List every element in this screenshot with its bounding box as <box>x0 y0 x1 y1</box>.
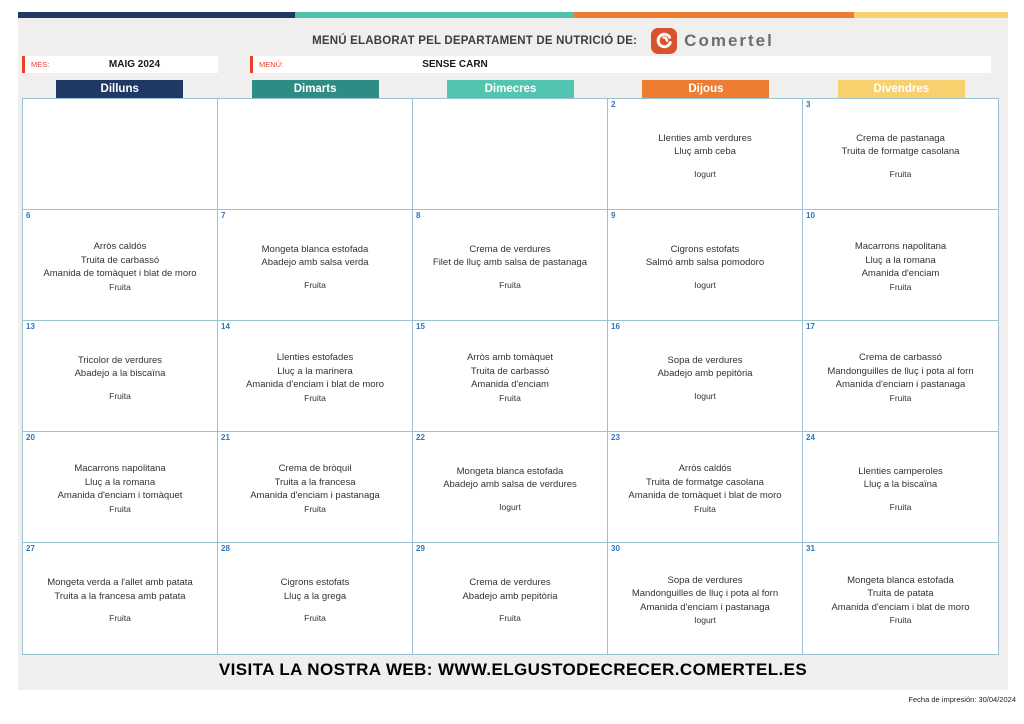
weekday-header-dilluns: Dilluns <box>56 80 183 98</box>
menu-dessert: Iogurt <box>694 168 716 179</box>
menu-dishes <box>58 462 183 503</box>
day-number: 7 <box>221 211 226 220</box>
menu-dish-line: Arròs amb tomàquet <box>466 352 554 364</box>
menu-dessert: Fruita <box>109 613 131 623</box>
menu-dish-line: Abadejo amb pepitòria <box>657 368 753 379</box>
day-number: 16 <box>611 322 620 331</box>
weekday-header-divendres: Divendres <box>838 80 965 98</box>
menu-dessert: Fruita <box>889 392 912 403</box>
menu-dish-line: Abadejo a la biscaïna <box>74 368 166 379</box>
menu-dish-line: Mongeta blanca estofada <box>847 574 954 586</box>
menu-dessert: Fruita <box>889 281 912 292</box>
menu-dish-line: Sopa de verdures <box>667 354 743 366</box>
day-number: 15 <box>416 322 425 331</box>
menu-dishes <box>658 132 751 159</box>
menu-dessert: Fruita <box>889 168 912 179</box>
weekday-column <box>413 80 608 98</box>
day-number: 3 <box>806 100 811 109</box>
day-number: 22 <box>416 433 425 442</box>
menu-dish-line: Cigrons estofats <box>670 243 740 255</box>
calendar-day-cell <box>608 210 803 321</box>
weekday-header-dijous: Dijous <box>642 80 769 98</box>
menu-dishes <box>858 465 943 492</box>
menu-dessert: Fruita <box>499 613 521 623</box>
menu-dessert: Fruita <box>109 281 131 292</box>
menu-dish-line: Abadejo amb salsa de verdures <box>443 479 577 490</box>
footer-band <box>18 660 1008 680</box>
calendar-day-cell <box>218 432 413 543</box>
menu-dish-line: Amanida de tomàquet i blat de moro <box>43 268 197 280</box>
calendar-day-cell <box>23 210 218 321</box>
menu-dish-line: Amanida de tomàquet i blat de moro <box>628 490 782 502</box>
menu-dishes <box>646 243 764 270</box>
calendar-day-cell <box>803 321 998 432</box>
menu-dish-line: Amanida d'enciam i blat de moro <box>245 379 385 391</box>
menu-dish-line: Tricolor de verdures <box>77 354 163 366</box>
day-number: 21 <box>221 433 230 442</box>
calendar-day-cell <box>803 543 998 654</box>
menu-dish-line: Lluç a la romana <box>865 254 936 266</box>
calendar-grid <box>22 98 999 655</box>
menu-dessert: Fruita <box>304 392 326 403</box>
menu-dish-line: Amanida d'enciam i tomàquet <box>57 490 183 502</box>
menu-dish-line: Truita a la francesa amb patata <box>54 590 186 602</box>
menu-dish-line: Abadejo amb pepitòria <box>462 590 558 602</box>
menu-dishes <box>43 240 196 281</box>
menu-dishes <box>462 576 557 603</box>
calendar-day-cell <box>23 543 218 654</box>
calendar-day-cell <box>608 99 803 210</box>
menu-dish-line: Crema de carbassó <box>859 352 942 364</box>
menu-dish-line: Llenties camperoles <box>858 465 943 477</box>
month-field <box>22 56 218 73</box>
calendar-day-cell <box>413 321 608 432</box>
calendar-day-cell <box>413 99 608 210</box>
calendar-day-cell <box>23 321 218 432</box>
day-number: 10 <box>806 211 815 220</box>
day-number: 24 <box>806 433 815 442</box>
menu-field-label: MENÚ: <box>259 60 284 69</box>
menu-dishes <box>246 351 384 392</box>
menu-dessert: Fruita <box>304 279 326 290</box>
footer-web-text: VISITA LA NOSTRA WEB: WWW.ELGUSTODECRECER.COMERTEL.ES <box>218 660 808 679</box>
menu-dish-line: Amanida d'enciam <box>861 268 940 280</box>
topbar-segment <box>18 12 295 18</box>
weekday-column <box>608 80 803 98</box>
menu-dessert: Iogurt <box>694 279 716 290</box>
top-color-bar <box>18 12 1008 18</box>
day-number: 6 <box>26 211 31 220</box>
menu-type-field <box>250 56 991 73</box>
menu-dishes <box>628 462 781 503</box>
day-number: 30 <box>611 544 620 553</box>
menu-dish-line: Mongeta verda a l'allet amb patata <box>47 577 193 588</box>
calendar-day-cell <box>803 432 998 543</box>
menu-dessert: Iogurt <box>694 390 716 401</box>
print-date: Fecha de impresión: 30/04/2024 <box>908 695 1016 704</box>
weekday-header-dimecres: Dimecres <box>447 80 574 98</box>
day-number: 28 <box>221 544 230 553</box>
menu-dish-line: Abadejo amb salsa verda <box>261 257 369 268</box>
page-title: MENÚ ELABORAT PEL DEPARTAMENT DE NUTRICIÓ DE: <box>312 35 638 47</box>
calendar-day-cell <box>23 432 218 543</box>
menu-dish-line: Crema de pastanaga <box>856 132 945 144</box>
menu-dishes <box>75 354 166 381</box>
calendar-day-cell <box>803 99 998 210</box>
day-number: 23 <box>611 433 620 442</box>
menu-dish-line: Lluç amb ceba <box>674 146 736 157</box>
document-header <box>18 26 1008 56</box>
menu-dishes <box>831 574 969 615</box>
calendar-day-cell <box>218 543 413 654</box>
day-number: 27 <box>26 544 35 553</box>
menu-dish-line: Salmó amb salsa pomodoro <box>645 257 765 268</box>
menu-dish-line: Llenties amb verdures <box>658 132 752 144</box>
day-number: 2 <box>611 100 616 109</box>
menu-dish-line: Amanida d'enciam i blat de moro <box>831 601 970 613</box>
weekday-header-row <box>22 80 999 98</box>
menu-dish-line: Truita a la francesa <box>274 476 356 488</box>
day-number: 8 <box>416 211 421 220</box>
menu-dish-line: Truita de carbassó <box>470 365 550 377</box>
menu-dish-line: Mongeta blanca estofada <box>456 465 564 477</box>
calendar-day-cell <box>608 543 803 654</box>
menu-dishes <box>281 576 350 603</box>
calendar-day-cell <box>803 210 998 321</box>
menu-dish-line: Macarrons napolitana <box>854 241 947 253</box>
day-number: 9 <box>611 211 616 220</box>
menu-dessert: Fruita <box>889 501 912 512</box>
weekday-column <box>22 80 217 98</box>
menu-dishes <box>443 465 577 492</box>
weekday-column <box>217 80 412 98</box>
menu-dishes <box>855 240 946 281</box>
menu-dish-line: Lluç a la romana <box>84 476 156 488</box>
menu-dessert: Fruita <box>304 503 326 514</box>
topbar-segment <box>295 12 574 18</box>
menu-dessert: Fruita <box>889 615 912 626</box>
calendar-day-cell <box>413 210 608 321</box>
menu-dish-line: Lluç a la grega <box>283 590 347 602</box>
calendar-day-cell <box>608 321 803 432</box>
menu-dishes <box>47 576 192 603</box>
menu-field-value: SENSE CARN <box>422 59 488 70</box>
day-number: 29 <box>416 544 425 553</box>
calendar-day-cell <box>413 543 608 654</box>
day-number: 20 <box>26 433 35 442</box>
menu-dishes <box>842 132 960 159</box>
day-number: 17 <box>806 322 815 331</box>
weekday-header-dimarts: Dimarts <box>252 80 379 98</box>
menu-dessert: Iogurt <box>694 615 716 626</box>
content-panel <box>18 12 1008 690</box>
menu-dishes <box>632 574 778 615</box>
menu-dishes <box>250 462 380 503</box>
day-number: 31 <box>806 544 815 553</box>
month-field-label: MES: <box>31 60 50 69</box>
weekday-column <box>804 80 999 98</box>
menu-dish-line: Truita de carbassó <box>80 254 160 266</box>
menu-dish-line: Truita de formatge casolana <box>646 476 764 488</box>
menu-dish-line: Crema de verdures <box>469 243 551 255</box>
month-field-value: MAIG 2024 <box>108 59 161 70</box>
menu-dish-line: Filet de lluç amb salsa de pastanaga <box>432 257 588 268</box>
logo-wordmark: Comertel <box>684 31 774 50</box>
menu-dish-line: Truita de formatge casolana <box>841 146 960 157</box>
calendar-day-cell <box>218 210 413 321</box>
menu-dishes <box>827 351 973 392</box>
menu-dish-line: Arròs caldós <box>678 463 732 475</box>
day-number: 13 <box>26 322 35 331</box>
comertel-logo <box>651 28 774 54</box>
menu-dishes <box>467 351 553 392</box>
menu-dish-line: Crema de bròquil <box>278 463 352 475</box>
menu-dish-line: Amanida d'enciam i pastanaga <box>250 490 380 502</box>
calendar-day-cell <box>23 99 218 210</box>
menu-dessert: Fruita <box>109 390 131 401</box>
menu-dish-line: Mandonguilles de lluç i pota al forn <box>827 365 974 377</box>
menu-dish-line: Cigrons estofats <box>280 577 350 588</box>
topbar-segment <box>854 12 1008 18</box>
menu-dish-line: Truita de patata <box>867 588 934 600</box>
menu-dish-line: Arròs caldós <box>93 241 147 253</box>
menu-dessert: Fruita <box>499 392 521 403</box>
topbar-segment <box>574 12 853 18</box>
menu-dishes <box>261 243 368 270</box>
menu-dishes <box>433 243 587 270</box>
menu-dish-line: Amanida d'enciam <box>471 379 549 391</box>
menu-dish-line: Macarrons napolitana <box>74 463 166 475</box>
menu-dish-line: Lluç a la biscaïna <box>863 479 938 490</box>
menu-dish-line: Lluç a la marinera <box>277 365 353 377</box>
menu-dishes <box>657 354 752 381</box>
menu-dessert: Fruita <box>304 613 326 623</box>
calendar-day-cell <box>608 432 803 543</box>
menu-dish-line: Amanida d'enciam i pastanaga <box>640 601 770 613</box>
menu-dish-line: Mongeta blanca estofada <box>261 243 369 255</box>
calendar-day-cell <box>218 99 413 210</box>
calendar-day-cell <box>218 321 413 432</box>
menu-dish-line: Mandonguilles de lluç i pota al forn <box>631 588 779 600</box>
menu-dessert: Iogurt <box>499 501 521 512</box>
comertel-logo-icon <box>651 28 677 54</box>
menu-dessert: Fruita <box>109 503 131 514</box>
menu-dish-line: Crema de verdures <box>469 577 551 588</box>
menu-dessert: Fruita <box>694 503 716 514</box>
menu-dessert: Fruita <box>499 279 521 290</box>
menu-dish-line: Sopa de verdures <box>667 574 743 586</box>
menu-dish-line: Amanida d'enciam i pastanaga <box>835 379 966 391</box>
calendar-day-cell <box>413 432 608 543</box>
menu-dish-line: Llenties estofades <box>276 352 354 364</box>
day-number: 14 <box>221 322 230 331</box>
